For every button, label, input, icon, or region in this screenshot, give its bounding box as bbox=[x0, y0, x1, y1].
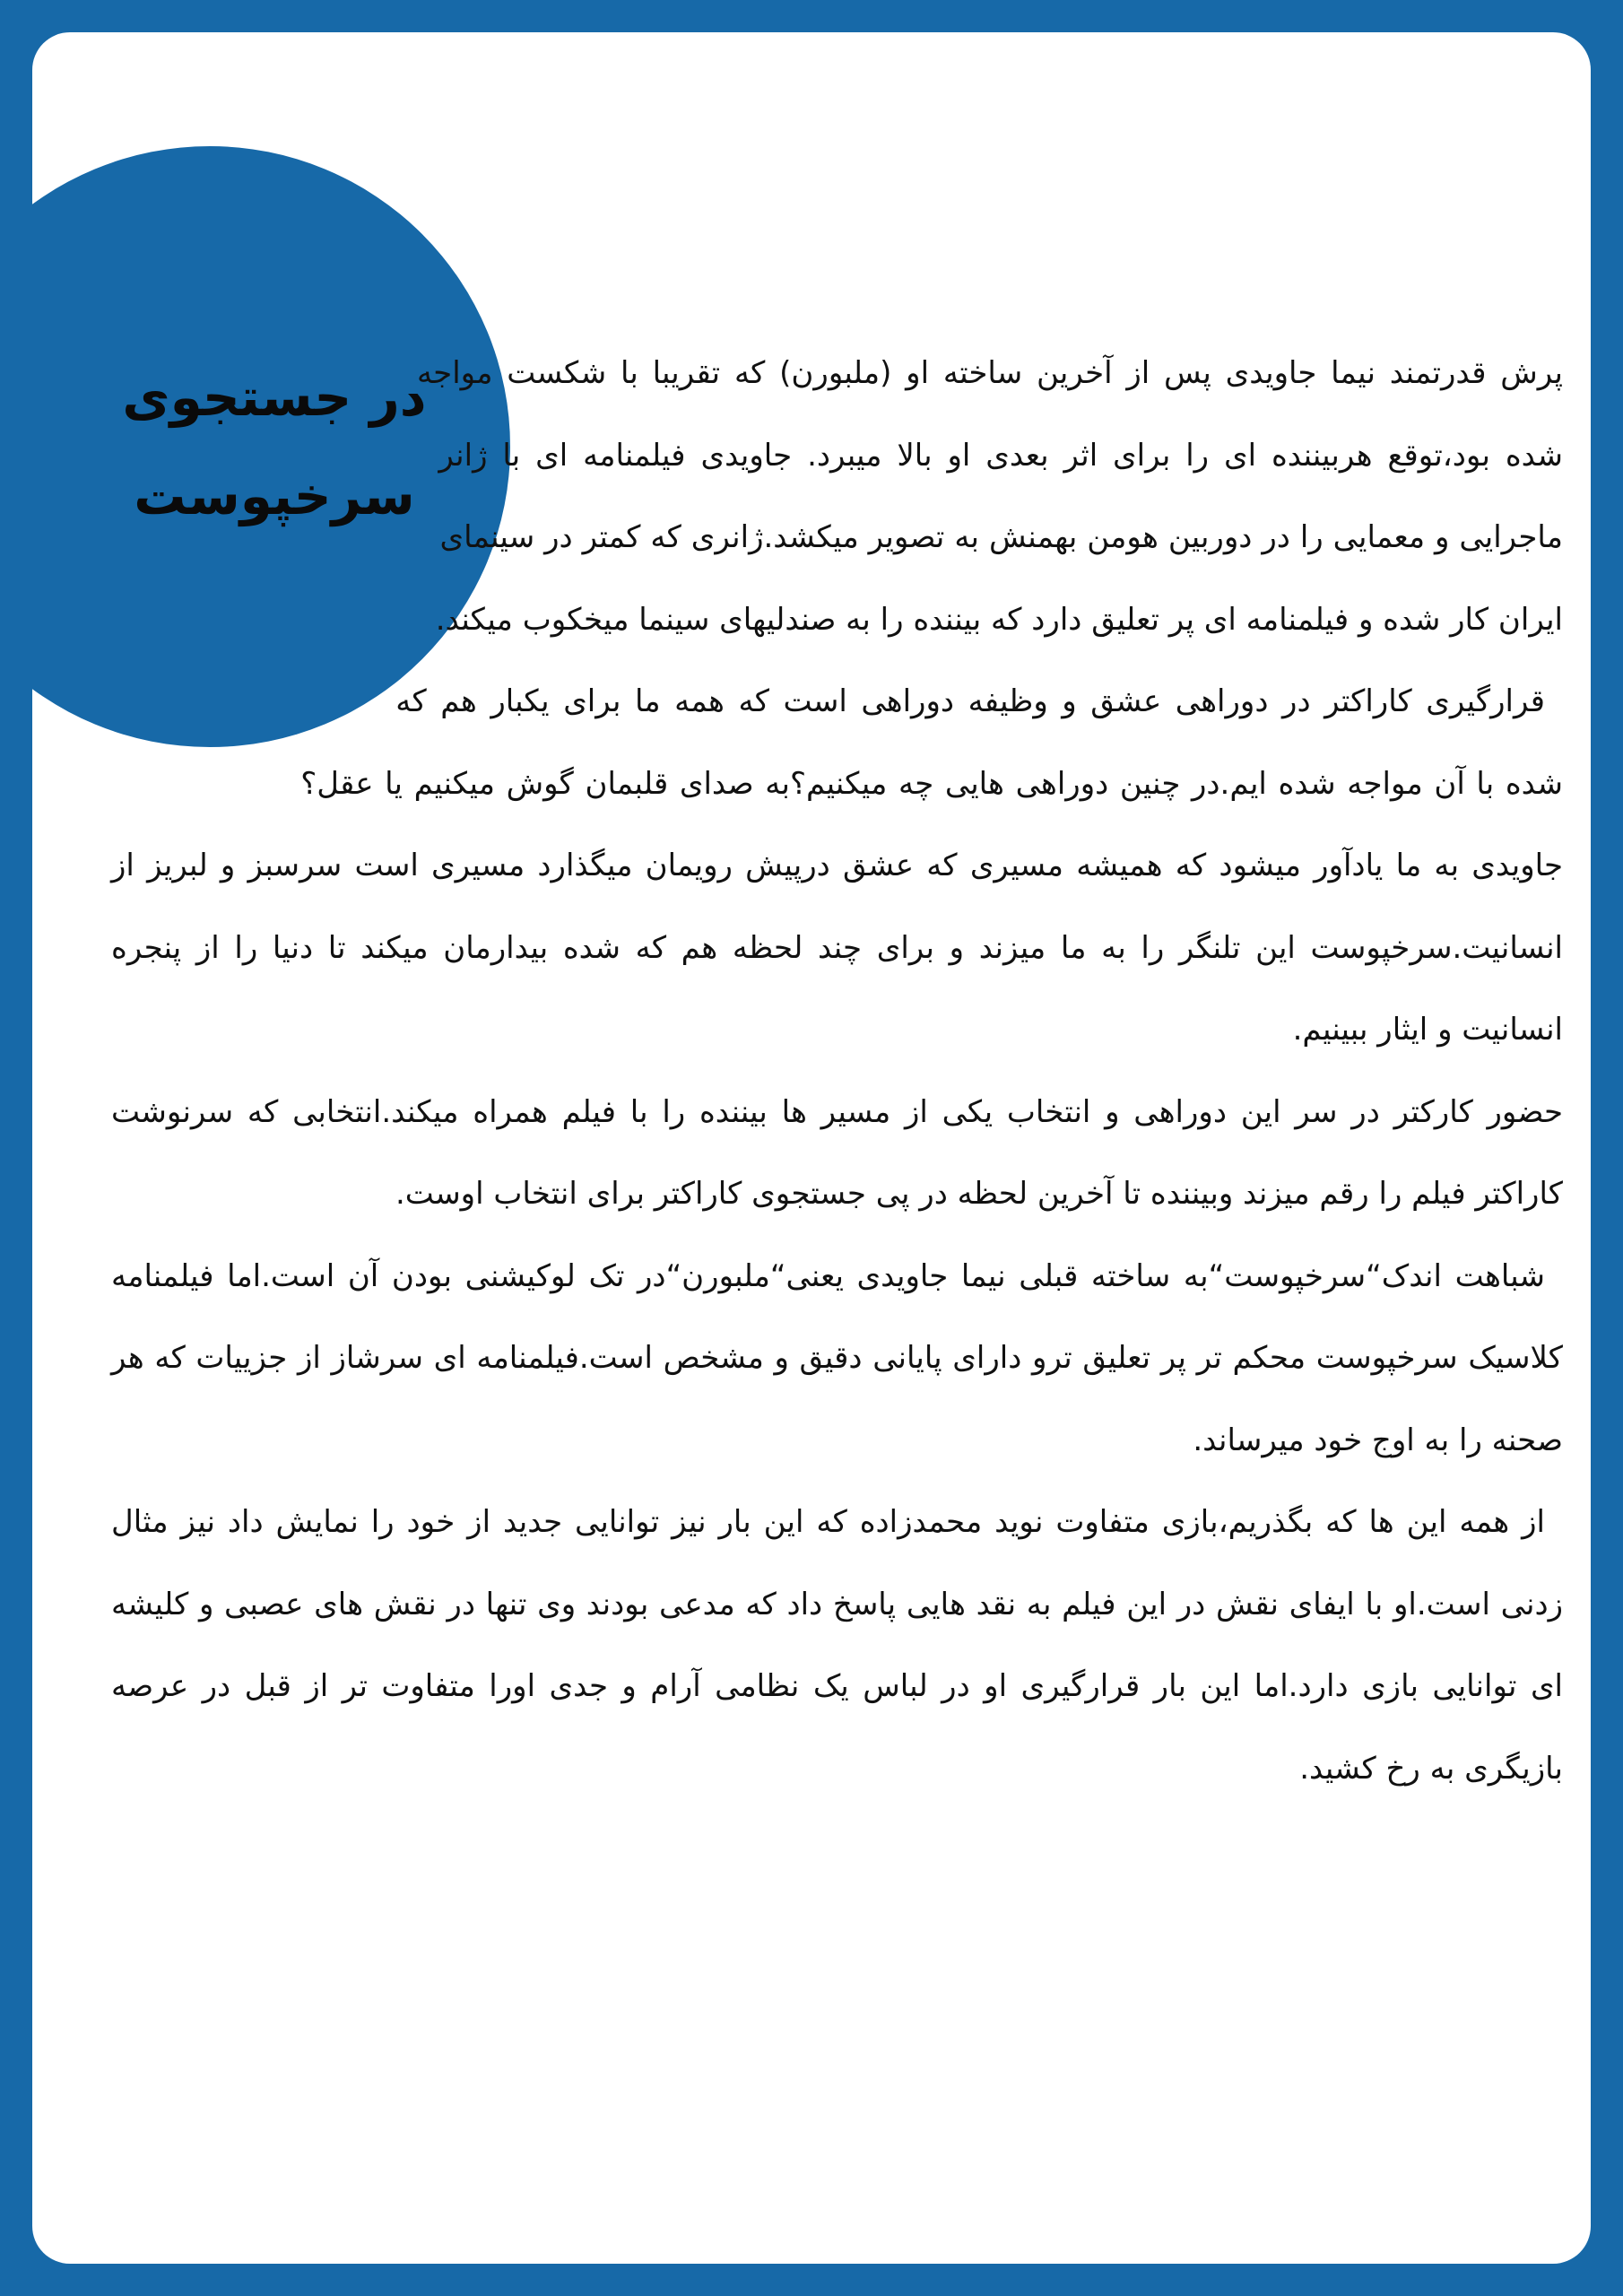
article-body bbox=[111, 333, 1563, 1810]
paragraph-3: حضور کارکتر در سر این دوراهی و انتخاب یکی از مسیر ها بیننده را با فیلم همراه میکند.انتخابی که سرنوشت کاراکتر فیلم را رقم میزند وبیننده تا آخرین لحظه در پی جستجوی کاراکتر برای انتخاب اوست. bbox=[111, 1093, 1563, 1212]
paragraph-5: از همه این ها که بگذریم،بازی متفاوت نوید محمدزاده که این بار نیز توانایی جدید از خود را نمایش داد نیز مثال زدنی است.او با ایفای نقش در این فیلم به نقد هایی پاسخ داد که مدعی بودند وی تنها در نقش های عصبی و کلیشه ای توانایی بازی دارد.اما این بار قرارگیری او در لباس یک نظامی آرام و جدی اورا متفاوت تر از قبل در عرصه بازیگری به رخ کشید. bbox=[111, 1504, 1563, 1787]
paragraph-4: شباهت اندک“سرخپوست“به ساخته قبلی نیما جاویدی یعنی“ملبورن“در تک لوکیشنی بودن آن است.اما فیلمنامه کلاسیک سرخپوست محکم تر پر تعلیق ترو دارای پایانی دقیق و مشخص است.فیلمنامه ای سرشاز از جزییات که هر صحنه را به اوج خود میرساند. bbox=[111, 1257, 1563, 1458]
paragraph-2: قرارگیری کاراکتر در دوراهی عشق و وظیفه دوراهی است که همه ما برای یکبار هم که شده با آن مواجه شده ایم.در چنین دوراهی هایی چه میکنیم؟به صدای قلبمان گوش میکنیم یا عقل؟جاویدی به ما یادآور میشود که همیشه مسیری که عشق درپیش رویمان میگذارد مسیری است سرسبز و لبریز از انسانیت.سرخپوست این تلنگر را به ما میزند و برای چند لحظه هم که شده بیدارمان میکند تا دنیا را از پنجره انسانیت و ایثار ببینیم. bbox=[111, 683, 1563, 1048]
paragraph-1: پرش قدرتمند نیما جاویدی پس از آخرین ساخته او (ملبورن) که تقریبا با شکست مواجه شده بود،توقع هربیننده ای را برای اثر بعدی او بالا میبرد. جاویدی فیلمنامه ای با ژانر ماجرایی و معمایی را در دوربین هومن بهمنش به تصویر میکشد.ژانری که کمتر در سینمای ایران کار شده و فیلمنامه ای پر تعلیق دارد که بیننده را به صندلیهای سینما میخکوب میکند. bbox=[416, 355, 1563, 638]
title-line-2: سرخپوست bbox=[134, 465, 415, 526]
page-card bbox=[32, 32, 1591, 2264]
title-line-1: در جستجوی bbox=[122, 367, 427, 428]
